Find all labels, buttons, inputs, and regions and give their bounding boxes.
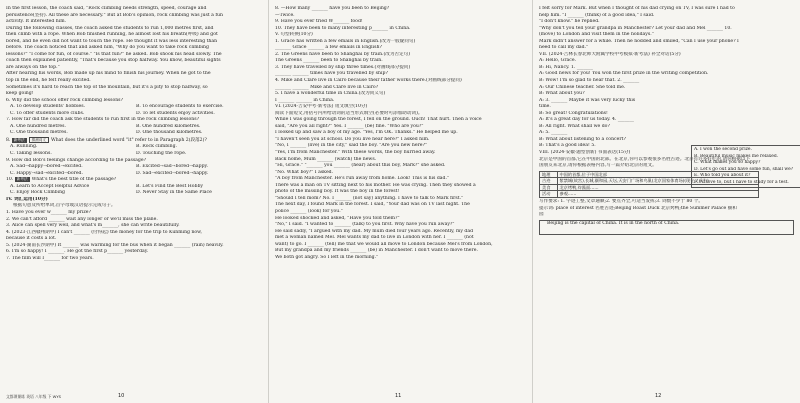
text-line: I felt sorry for Mark. But when I thought of his dad crying on TV, I was sure I had to	[539, 6, 735, 11]
question-9-options	[6, 164, 262, 177]
answer-option[interactable]: B. Rock climbing.	[136, 144, 177, 150]
text-line: 9. Have you ever tried W_______ food!	[275, 19, 363, 25]
fill-sentence: 4. (2023·江西赣州期中) I can't _______ (付得起) the money for the trip to Kunming now,	[6, 229, 203, 235]
text-line: Back home, Mum _______ (watch) the news.	[275, 156, 377, 162]
answer-option[interactable]: D. To let students enjoy activities.	[136, 110, 215, 116]
answer-option[interactable]: C. One thousand metres.	[10, 130, 68, 136]
text-line: "I don't know." he replied.	[539, 19, 600, 25]
dialog-option: F. I'd love to, but I have to study for a test.	[694, 179, 789, 185]
text-line: VIII. (2024·安徽·题型创新) 书面表达(15分)	[539, 150, 631, 156]
text-line: said, "Are you all right?" Yes. I _______ (be) fine. "Who are you?"	[275, 123, 424, 129]
answer-option[interactable]: A. Learn to Accept Helpful Advice	[10, 183, 90, 189]
page-number: 11	[395, 393, 402, 399]
new-method-tag: 新考法	[16, 177, 28, 182]
text-line: B: That's a good idea! 5.	[539, 143, 596, 149]
text-line: "No, I _______ (live) in the city," said the boy. "Are you new here?"	[275, 143, 428, 149]
table-header-cell: 地理	[540, 171, 558, 178]
text-line: The next day, I found Mark in the forest. I said, "Your dad was on TV last night. The	[275, 202, 470, 208]
page-middle-content	[275, 6, 526, 261]
question-8: 8. 新考法 猜测词义 What does the underlined word "it" refer to in Paragraph 2(段落2)?	[6, 137, 207, 143]
passage-line: then climb with a rope. When Bob finished running, he almost lost his breath(呼吸) and got	[6, 32, 218, 38]
dialog-options-box	[691, 145, 800, 188]
passage-line: After hearing his words, Bob made up his mind to finish his journey. When he got to the	[6, 71, 211, 77]
page-middle	[268, 0, 532, 403]
page-number: 12	[655, 393, 662, 399]
text-line: 5. I have a wonderful time in China.(改为同义句)	[275, 91, 386, 97]
essay-start: Beijing is the capital of China. It is in the north of China.	[547, 220, 680, 226]
answer-option[interactable]: A. One hundred metres.	[10, 123, 66, 129]
text-line: B: What about you?	[539, 91, 585, 97]
text-line: (move) to London and visit them in the holidays."	[539, 32, 654, 38]
question-10: 10. 新考法 What's the best title of the passage?	[6, 177, 117, 183]
answer-option[interactable]: C. Enjoy Rock Climbing	[10, 190, 65, 196]
text-line: "No. What boy?" I asked.	[275, 169, 334, 175]
text-line: 国朋友来北京,请你根据表格内容,写一篇介绍北京的短文。	[539, 163, 657, 169]
passage-line: lessons?" "I come for fun, of course." "Is that fun?" he asked. Bob shook his head slowly. The	[6, 51, 222, 57]
essay-area[interactable]	[539, 220, 794, 235]
text-line: _______ _______ Mike and Clare live in Cairo?	[275, 84, 379, 90]
question-8-options	[6, 144, 262, 157]
text-line: I looked up and saw a boy of my age. "Yes, I'm OK. Thanks." He helped me up.	[275, 130, 458, 136]
fill-sentence: 6. I'm so happy! I _______. He got the first p_______ yesterday.	[6, 249, 149, 255]
answer-option[interactable]: C. Happy→sad→excited→bored.	[10, 170, 83, 176]
text-line: The Greens _______ been to Shanghai by train.	[275, 58, 383, 64]
text-line: I _______ _______ in China.	[275, 97, 335, 103]
passage-line: During the following classes, the coach asked the students to run 1,000 metres first, and	[6, 25, 214, 31]
text-line: time.	[539, 104, 551, 110]
text-line: B: What about listening to a concert?	[539, 136, 626, 142]
dialog-option: A. I won the second prize.	[694, 147, 752, 152]
dialog-option: E. Who told you about it?	[694, 173, 751, 178]
text-line: 北京是中国的首都,它在中国的北部。在北京,你可以参观很多名胜古迹。北京有许多好吃的,请你根据以下	[539, 156, 751, 162]
vocabulary-fill	[6, 210, 262, 262]
text-line: photo of the missing boy. It was the boy in the forest!	[275, 189, 400, 195]
question-10-options	[6, 184, 262, 197]
text-line: A: It's a great day for us today. 4. _______	[539, 117, 634, 123]
text-line: —Twice.	[275, 12, 295, 18]
text-line: "Should I tell mom? No. I _______ (not say) anything. I have to talk to Mark first."	[275, 195, 464, 201]
table-header-cell: 活动	[540, 191, 558, 198]
answer-option[interactable]: D. Sad→excited→bored→happy.	[136, 170, 209, 176]
writing-tips	[539, 199, 794, 219]
text-line: A: 3. _______ Maybe it was very lucky this	[539, 97, 636, 103]
answer-option[interactable]: B. To encourage students to exercise.	[136, 104, 224, 110]
passage-line: coach then explained patiently, "That's because you stop halfway. You know, beautiful sights	[6, 58, 221, 64]
text-line: We both got angry. So I left in the morning."	[275, 254, 379, 260]
text-line: "A boy from Manchester. He's run away from home. Look! This is his dad."	[275, 176, 450, 182]
text-line: 阅读下面短文,用括号内所给动词的适当形式填空(必要时可添加助动词)。	[275, 110, 423, 116]
text-line: A: 5. _______	[539, 130, 568, 136]
text-line: A: Good news for you! You won the first prize in the writing competition.	[539, 71, 709, 77]
text-line: V. 句型转换(10分)	[275, 32, 313, 38]
passage-line: are always on the top."	[6, 64, 60, 70]
new-method-tag: 新考法	[13, 137, 25, 142]
table-row	[540, 191, 759, 198]
text-line: VI. (2024·吉安中考·新考法) 短文填空(10分)	[275, 104, 368, 110]
text-line: While I was going through the forest, I fell on the ground. Ouch! That hurt. Then a voice	[275, 117, 482, 123]
dialog-option: B. Beautiful music makes me relaxed.	[694, 153, 779, 159]
fill-sentence: 5. (2024·湖南长沙期中) It _______ was warming for the bus when it began _______ (rain) heavily.	[6, 242, 224, 248]
text-line: 1. Grace has written a few emails in English.(改为一般疑问句)	[275, 38, 416, 44]
table-cell: 中国的首都,位于中国北部	[557, 171, 759, 178]
text-line: 4. Mike and Clare live in Cairo because their father works there.(对画线部分提问)	[275, 78, 462, 84]
table-cell: 参观……	[557, 191, 759, 198]
table-header-cell: 美食	[540, 184, 558, 191]
text-line: want) to go. I _______ (tell) me that we would all move to London because Mel's from London,	[275, 241, 493, 247]
answer-option[interactable]: D. One thousand kilometres.	[136, 130, 203, 136]
text-line: B: Hi, Nancy. 1. _______	[539, 64, 593, 70]
answer-option[interactable]: D. Never Stay in the Same Place	[136, 190, 212, 196]
fill-sentence: because it costs a lot.	[6, 236, 57, 242]
passage-line: persistence(坚持). All these are necessary." But at Bob's opinion, rock climbing was just a fun	[6, 12, 223, 18]
text-line: _______ Grace _______ a few emails in English?	[275, 45, 382, 51]
text-line: 3. They have travelled by ship three times.(对画线部分提问)	[275, 64, 411, 70]
text-line: There was a man on TV sitting next to his mother. He was crying. Then they showed a	[275, 182, 476, 188]
text-line: He said sadly, "I argued with my dad. My mum died four years ago. Recently, my dad	[275, 228, 474, 234]
text-line: met a woman named Mel. Mel wants my dad to live in London with her. I _______ (not	[275, 235, 474, 241]
passage-line: 6. Why did the school offer rock climbing lessons?	[6, 97, 123, 103]
text-line: "Yes, I'm from Manchester." With these words, the boy hurried away.	[275, 150, 436, 156]
table-cell: 紫禁城(故宫),长城,颐和园,天坛,天安门广场和鸟巢(北京国家体育场)(现在又成为)	[557, 178, 759, 185]
text-line: Mark didn't answer for a while. Then he nodded and smiled, "Can I use your phone? I	[539, 38, 739, 44]
section-iv-title: IV. 词汇运用(10分)	[6, 196, 48, 202]
text-line: "Hi, Grace." "_______ you _______ (hear) about this boy, Mark?" she asked.	[275, 163, 446, 169]
text-line: 2. The Greens have been to Shanghai by train.(改为否定句)	[275, 51, 411, 57]
passage-line: activity. It interested him.	[6, 19, 67, 25]
text-line: But my grandpa and my friends _______ (be) in Manchester. I don't want to move there.	[275, 248, 478, 254]
dialog-option: C. What makes you so happy?	[694, 160, 761, 165]
table-header-cell: 古迹	[540, 178, 558, 185]
text-line: "No," I said. "I wanted to _______ (talk) to you first. Why have you run away?"	[275, 222, 455, 228]
fill-sentence: 3. Alice can spell very well, and what's m_______, she can write beautifully.	[6, 223, 180, 229]
passage-line: Sometimes it's hard to reach the top of the mountain, but it's a pity to stop halfway, so	[6, 84, 208, 90]
text-line: He looked shocked and asked, "Have you told them?"	[275, 215, 400, 221]
answer-option[interactable]: C. Taking lessons.	[10, 151, 52, 157]
passage-line: bored, and he even did not want to touch the rope. He thought it was less interesting than	[6, 38, 218, 44]
tip-line: 提示词: place of interest 名胜古迹;Beijing Roast Duck 北京烤鸭;the Summer Palace 颐和	[539, 205, 737, 211]
guess-meaning-tag: 猜测词义	[29, 137, 49, 144]
text-line: B: So great! Congratulations!	[539, 110, 608, 116]
text-line: B: All right. What shall we do?	[539, 123, 610, 129]
page-number: 10	[118, 393, 125, 399]
answer-option[interactable]: B. One hundred kilometres.	[136, 123, 201, 129]
dialog-option: D. Let's go out and have some fun, shall we?	[694, 166, 794, 172]
text-line: B: Wow! I'm so glad to hear that. 2. _______	[539, 78, 640, 84]
question-7-options	[6, 124, 262, 137]
answer-option[interactable]: B. Excited→sad→bored→happy.	[136, 164, 208, 170]
passage-line: In the first lesson, the coach said, "Rock climbing needs strength, speed, courage and	[6, 6, 207, 11]
text-line: "Why don't you tell your grandpa in Manchester? Let your dad and Mel _______ 10.	[539, 25, 732, 31]
tip-line: 园	[539, 212, 544, 218]
tip-line: 写作要求: 1. 字迹工整,文章通顺;2. 要点齐全,可适当发挥;3. 词数不少于 80 个。	[539, 199, 703, 205]
text-line: help him. "I _______ (think) of a good idea," I said.	[539, 12, 655, 18]
text-line: 8. —How many _______ have you been to Beijing?	[275, 6, 390, 11]
fill-sentence: 7. The film will I_______ for two years.	[6, 255, 94, 261]
fill-sentence: 1. Have you ever w_______ my prize?	[6, 209, 91, 215]
text-line: A: Our Chinese teacher. She told me.	[539, 84, 626, 90]
text-line: 10. They have been to many interesting p_______ in China.	[275, 25, 411, 31]
passage-line: top in the end, he felt really excited.	[6, 78, 91, 84]
text-line: "I haven't seen you at school. Do you live near here?" I asked him.	[275, 136, 430, 142]
answer-option[interactable]: A. Sad→happy→bored→excited.	[10, 164, 83, 170]
text-line: police _______ (look) for you."	[275, 208, 343, 214]
fill-sentence: 2. We can't afford _______ wait any longer or we'll miss the plane.	[6, 216, 158, 222]
passage-line: keep going!	[6, 91, 34, 97]
text-line: VII. (2024·吉林长春北师大附属学校中考模拟·新考法) 补全对话(5分)	[539, 51, 681, 57]
table-cell: 北京烤鸭,炸酱面……	[557, 184, 759, 191]
answer-option[interactable]: A. To develop students' hobbies.	[10, 104, 86, 110]
answer-option[interactable]: A. Running.	[10, 144, 38, 150]
page-right	[532, 0, 800, 403]
text-line: _______ _______ times have you travelled by ship?	[275, 71, 388, 77]
text-line: A: Hello, Grace.	[539, 58, 577, 64]
section-iv-desc: 根据句意及所给单词,首字母或汉语提示完成句子。	[13, 203, 116, 209]
answer-option[interactable]: D. Touching the rope.	[136, 151, 187, 157]
text-line: need to call my dad."	[539, 45, 589, 51]
footer-text: 文都课课练 英语 八年级 下 WYS	[6, 394, 62, 399]
question-7: 7. How far did the coach ask the students to run first in the rock climbing lessons?	[6, 117, 200, 123]
reading-passage	[6, 6, 262, 104]
passage-line: before. The coach noticed that and asked him, "Why do you want to take rock climbing	[6, 45, 209, 51]
answer-option[interactable]: B. Let's Find the Best Hobby	[136, 183, 203, 189]
page-left	[0, 0, 268, 403]
question-9: 9. How did Bob's feelings change according to the passage?	[6, 157, 147, 163]
question-6-options	[6, 104, 262, 117]
answer-option[interactable]: C. To offer students more clubs.	[10, 110, 85, 116]
